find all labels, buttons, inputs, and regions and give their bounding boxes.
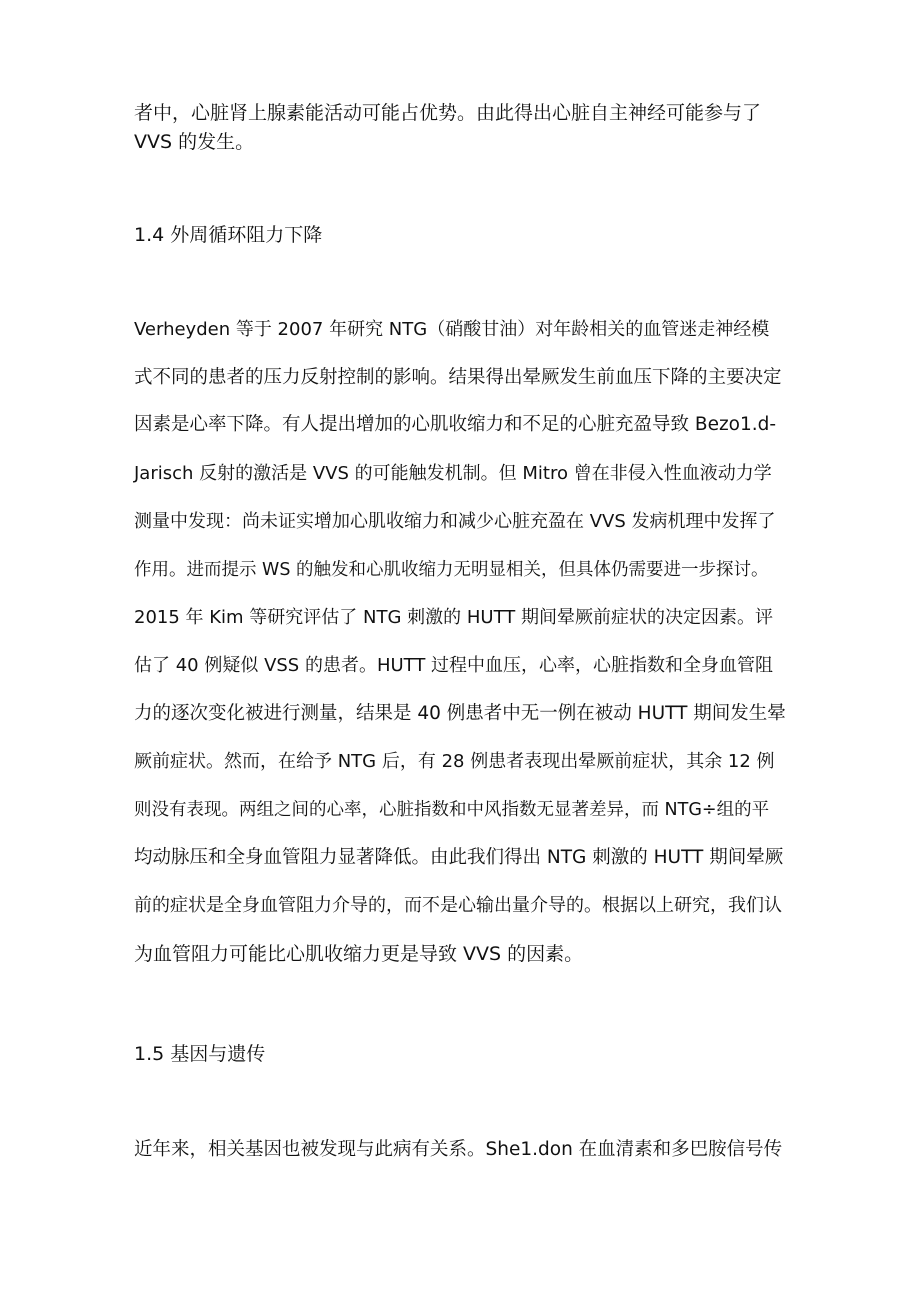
paragraph-line: 者中，心脏肾上腺素能活动可能占优势。由此得出心脏自主神经可能参与了 <box>134 102 762 124</box>
paragraph-line: 估了 40 例疑似 VSS 的患者。HUTT 过程中血压，心率，心脏指数和全身血管阻 <box>134 655 774 676</box>
paragraph-line: 测量中发现：尚未证实增加心肌收缩力和减少心脏充盈在 VVS 发病机理中发挥了 <box>134 511 776 532</box>
section-heading-1-5: 1.5 基因与遗传 <box>134 1043 266 1065</box>
paragraph-line: 式不同的患者的压力反射控制的影响。结果得出晕厥发生前血压下降的主要决定 <box>134 367 782 388</box>
paragraph-line: Jarisch 反射的激活是 VVS 的可能触发机制。但 Mitro 曾在非侵入性血液动力学 <box>134 463 772 484</box>
paragraph-line: Verheyden 等于 2007 年研究 NTG（硝酸甘油）对年龄相关的血管迷走神经模 <box>134 319 770 340</box>
paragraph-line: 力的逐次变化被进行测量，结果是 40 例患者中无一例在被动 HUTT 期间发生晕 <box>134 703 786 724</box>
paragraph-line: 前的症状是全身血管阻力介导的，而不是心输出量介导的。根据以上研究，我们认 <box>134 895 782 916</box>
paragraph-line: 2015 年 Kim 等研究评估了 NTG 刺激的 HUTT 期间晕厥前症状的决定因素。评 <box>134 607 773 628</box>
section-heading-1-4: 1.4 外周循环阻力下降 <box>134 224 323 246</box>
paragraph-line: 则没有表现。两组之间的心率，心脏指数和中风指数无显著差异，而 NTG÷组的平 <box>134 800 770 820</box>
paragraph-line: 近年来，相关基因也被发现与此病有关系。She1.don 在血清素和多巴胺信号传 <box>134 1139 783 1160</box>
paragraph-line: 厥前症状。然而，在给予 NTG 后，有 28 例患者表现出晕厥前症状，其余 12 例 <box>134 751 775 772</box>
paragraph-line: 因素是心率下降。有人提出增加的心肌收缩力和不足的心脏充盈导致 Bezo1.d- <box>134 414 777 435</box>
paragraph-line: 为血管阻力可能比心肌收缩力更是导致 VVS 的因素。 <box>134 943 584 965</box>
paragraph-line: 作用。进而提示 WS 的触发和心肌收缩力无明显相关，但具体仍需要进一步探讨。 <box>134 560 769 580</box>
paragraph-line: VVS 的发生。 <box>134 131 255 153</box>
paragraph-line: 均动脉压和全身血管阻力显著降低。由此我们得出 NTG 刺激的 HUTT 期间晕厥 <box>134 847 784 868</box>
